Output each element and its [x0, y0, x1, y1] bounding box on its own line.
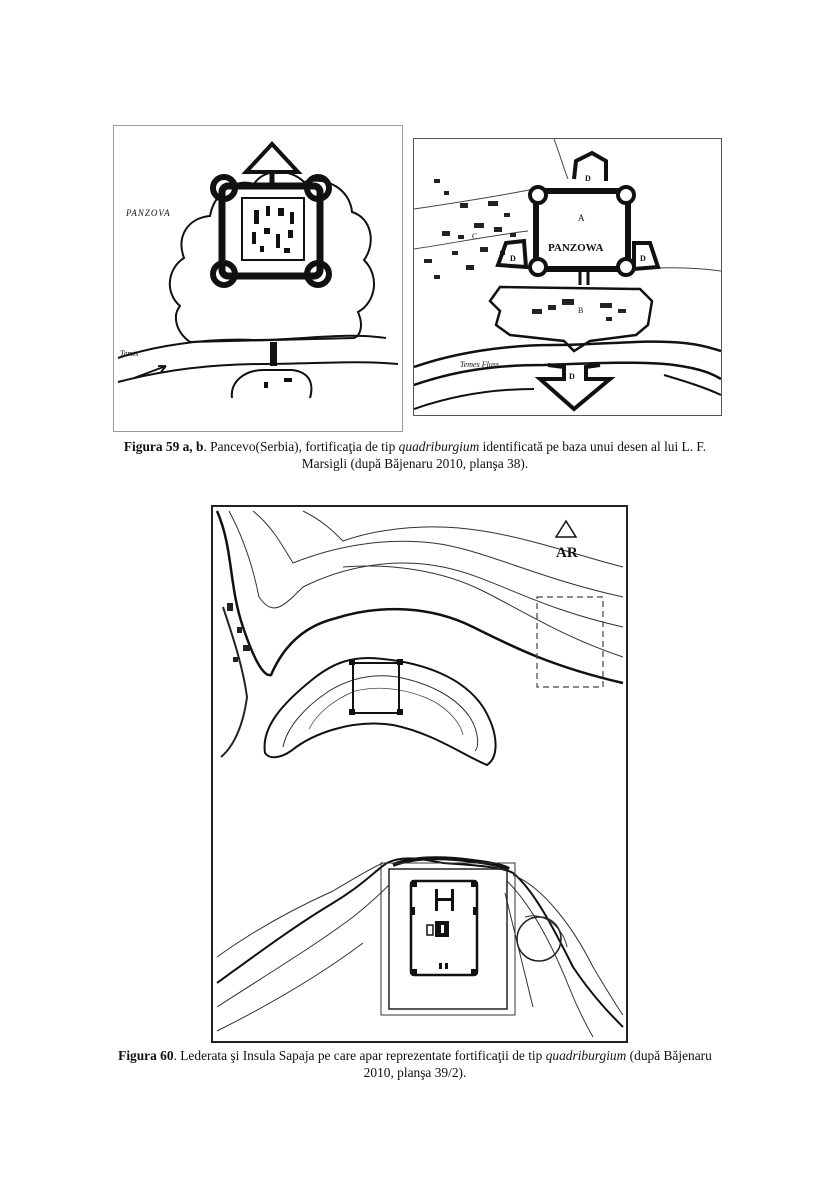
figure-59-caption-text-2: identificată pe baza unui desen al lui L. F. Marsigli (după Băjenaru 2010, planşa 38). — [301, 439, 707, 471]
panzowa-label: PANZOWA — [548, 242, 604, 254]
marker-d-top: D — [585, 174, 591, 183]
marker-b: B — [578, 306, 584, 315]
compass-label: AR — [556, 545, 578, 561]
figure-59a-drawing — [113, 125, 403, 432]
figure-59-caption-term: quadriburgium — [398, 439, 480, 454]
marker-d-left: D — [510, 254, 516, 263]
figure-60-caption — [110, 1047, 720, 1081]
figure-60-label: Figura 60 — [118, 1048, 174, 1063]
river-label: Temis — [120, 349, 139, 358]
figure-60-map — [211, 505, 628, 1043]
figure-59-caption — [110, 438, 720, 472]
figure-60-caption-text-1: . Lederata şi Insula Sapaja pe care apar reprezentate fortificaţii de tip — [173, 1048, 546, 1063]
figure-60-caption-text-2: (după Băjenaru 2010, planşa 39/2). — [363, 1048, 712, 1080]
marker-c: C — [472, 232, 478, 241]
marker-a: A — [578, 213, 585, 223]
panzova-label: PANZOVA — [126, 208, 171, 218]
figure-59b-map — [413, 138, 722, 416]
river-label-b: Temes Fluss — [460, 360, 500, 369]
figure-59-label: Figura 59 a, b — [123, 439, 204, 454]
marker-d-bottom: D — [569, 372, 575, 381]
figure-60-caption-term: quadriburgium — [545, 1048, 627, 1063]
figure-59-caption-text-1: . Pancevo(Serbia), fortificaţia de tip — [203, 439, 399, 454]
marker-d-right: D — [640, 254, 646, 263]
